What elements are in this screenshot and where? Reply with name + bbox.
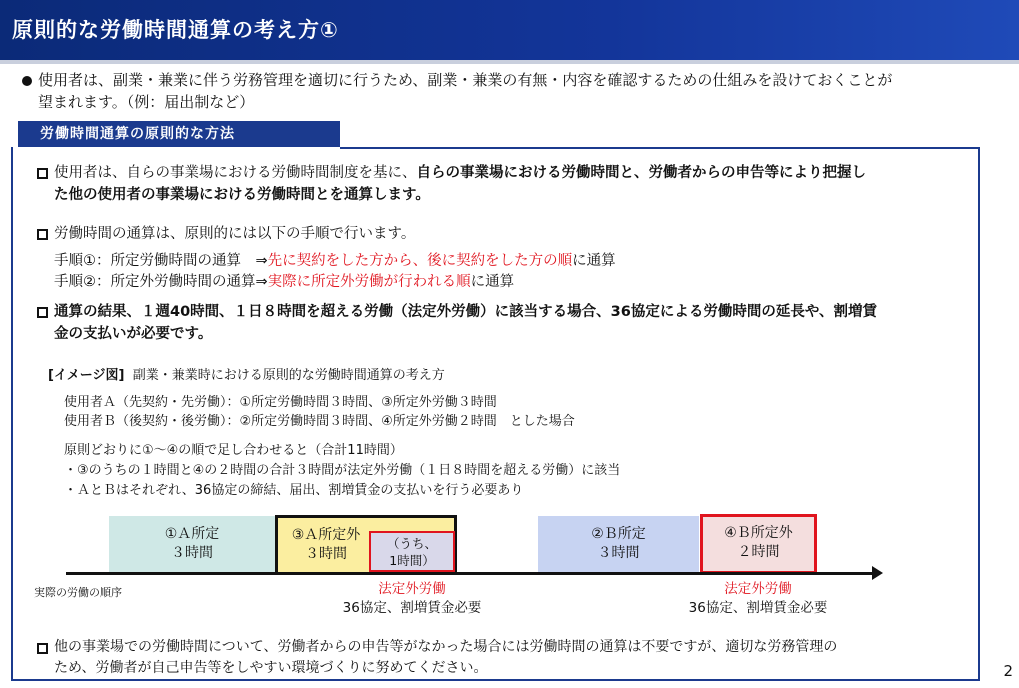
- image-caption-text: 副業・兼業時における原則的な労働時間通算の考え方: [132, 368, 445, 383]
- step-2: [54, 271, 514, 293]
- page-title: 原則的な労働時間通算の考え方①: [12, 18, 339, 42]
- timeline-label: 実際の労働の順序: [34, 586, 122, 599]
- step-1-suffix: に通算: [572, 253, 616, 269]
- legal-overtime-note-b: [683, 580, 833, 618]
- item-3: [54, 301, 974, 345]
- bullet-icon: [22, 76, 32, 86]
- note-1: ・③のうちの１時間と④の２時間の合計３時間が法定外労働（１日８時間を超える労働）に該当: [64, 463, 621, 478]
- step-2-highlight: 実際に所定外労働が行われる順: [267, 274, 471, 290]
- item-3-line-2: 金の支払いが必要です。: [54, 326, 213, 342]
- box-a-hours: ３時間: [171, 545, 213, 561]
- legal-a-label: 法定外労働: [378, 581, 446, 597]
- note-2: ・ＡとＢはそれぞれ、36協定の締結、届出、割増賃金の支払いを行う必要あり: [64, 483, 524, 498]
- employer-a-text: 使用者Ａ（先契約・先労働）：①所定労働時間３時間、③所定外労働３時間: [64, 395, 497, 410]
- need-a-label: 36協定、割増賃金必要: [342, 600, 482, 616]
- timeline-line: [66, 572, 874, 575]
- checkbox-icon: [37, 168, 48, 179]
- image-caption: [48, 366, 445, 385]
- intro-text: [38, 69, 968, 113]
- item-3-line-1: 通算の結果、１週40時間、１日８時間を超える労働（法定外労働）に該当する場合、36協定による労働時間の延長や、割増賃: [54, 304, 878, 320]
- item-4-line-2: ため、労働者が自己申告等をしやすい環境づくりに努めてください。: [54, 660, 488, 676]
- item-1-bold-2: た他の使用者の事業場における労働時間とを通算します。: [54, 187, 430, 203]
- step-1: [54, 250, 616, 272]
- step-1-prefix: 手順①：所定労働時間の通算 ⇒: [54, 253, 268, 269]
- box-a-over-title: ③Ａ所定外: [291, 527, 361, 543]
- step-2-suffix: に通算: [470, 274, 515, 290]
- box-a-title: ①Ａ所定: [164, 526, 220, 542]
- box-b-scheduled: [538, 516, 699, 573]
- box-a-over-hours: ３時間: [305, 546, 347, 562]
- box-a-scheduled: [109, 516, 275, 573]
- section-title: 労働時間通算の原則的な方法: [18, 121, 340, 147]
- item-1: [54, 162, 969, 206]
- sum-text: 原則どおりに①～④の順で足し合わせると（合計11時間）: [64, 443, 403, 458]
- box-b-overtime: [700, 514, 817, 574]
- legal-overtime-note-a: [337, 580, 487, 618]
- checkbox-icon: [37, 307, 48, 318]
- item-1-bold-1: 自らの事業場における労働時間と、労働者からの申告等により把握し: [416, 165, 866, 181]
- image-label: [イメージ図]: [48, 368, 125, 383]
- box-b-hours: ３時間: [597, 545, 640, 561]
- checkbox-icon: [37, 643, 48, 654]
- employer-b-text: 使用者Ｂ（後契約・後労働）：②所定労働時間３時間、④所定外労働２時間 とした場合: [64, 414, 575, 429]
- box-b-over-title: ④Ｂ所定外: [724, 525, 793, 541]
- legal-b-label: 法定外労働: [724, 581, 792, 597]
- box-b-title: ②Ｂ所定: [591, 526, 646, 542]
- title-underline: [0, 60, 1019, 64]
- intro-line-1: 使用者は、副業・兼業に伴う労務管理を適切に行うため、副業・兼業の有無・内容を確認するための仕組みを設けておくことが: [38, 71, 893, 89]
- item-4: [54, 637, 969, 679]
- box-a-legal-overtime: [369, 531, 455, 572]
- box-a-inner-line-2: 1時間）: [389, 553, 435, 568]
- item-1-normal: 使用者は、自らの事業場における労働時間制度を基に、: [54, 165, 417, 181]
- section-frame-top: [340, 147, 980, 149]
- arrow-right-icon: [872, 566, 883, 580]
- item-4-line-1: 他の事業場での労働時間について、労働者からの申告等がなかった場合には労働時間の通算は不要ですが、適切な労務管理の: [54, 639, 838, 655]
- page-number: 2: [1003, 662, 1013, 680]
- intro-line-2: 望まれます。（例：届出制など）: [38, 93, 255, 111]
- step-2-prefix: 手順②：所定外労働時間の通算⇒: [54, 274, 268, 290]
- box-a-inner-line-1: （うち、: [386, 536, 437, 551]
- box-b-over-hours: ２時間: [737, 544, 780, 560]
- need-b-label: 36協定、割増賃金必要: [688, 600, 828, 616]
- item-2-text: 労働時間の通算は、原則的には以下の手順で行います。: [54, 226, 416, 242]
- step-1-highlight: 先に契約をした方から、後に契約をした方の順: [267, 253, 573, 269]
- checkbox-icon: [37, 229, 48, 240]
